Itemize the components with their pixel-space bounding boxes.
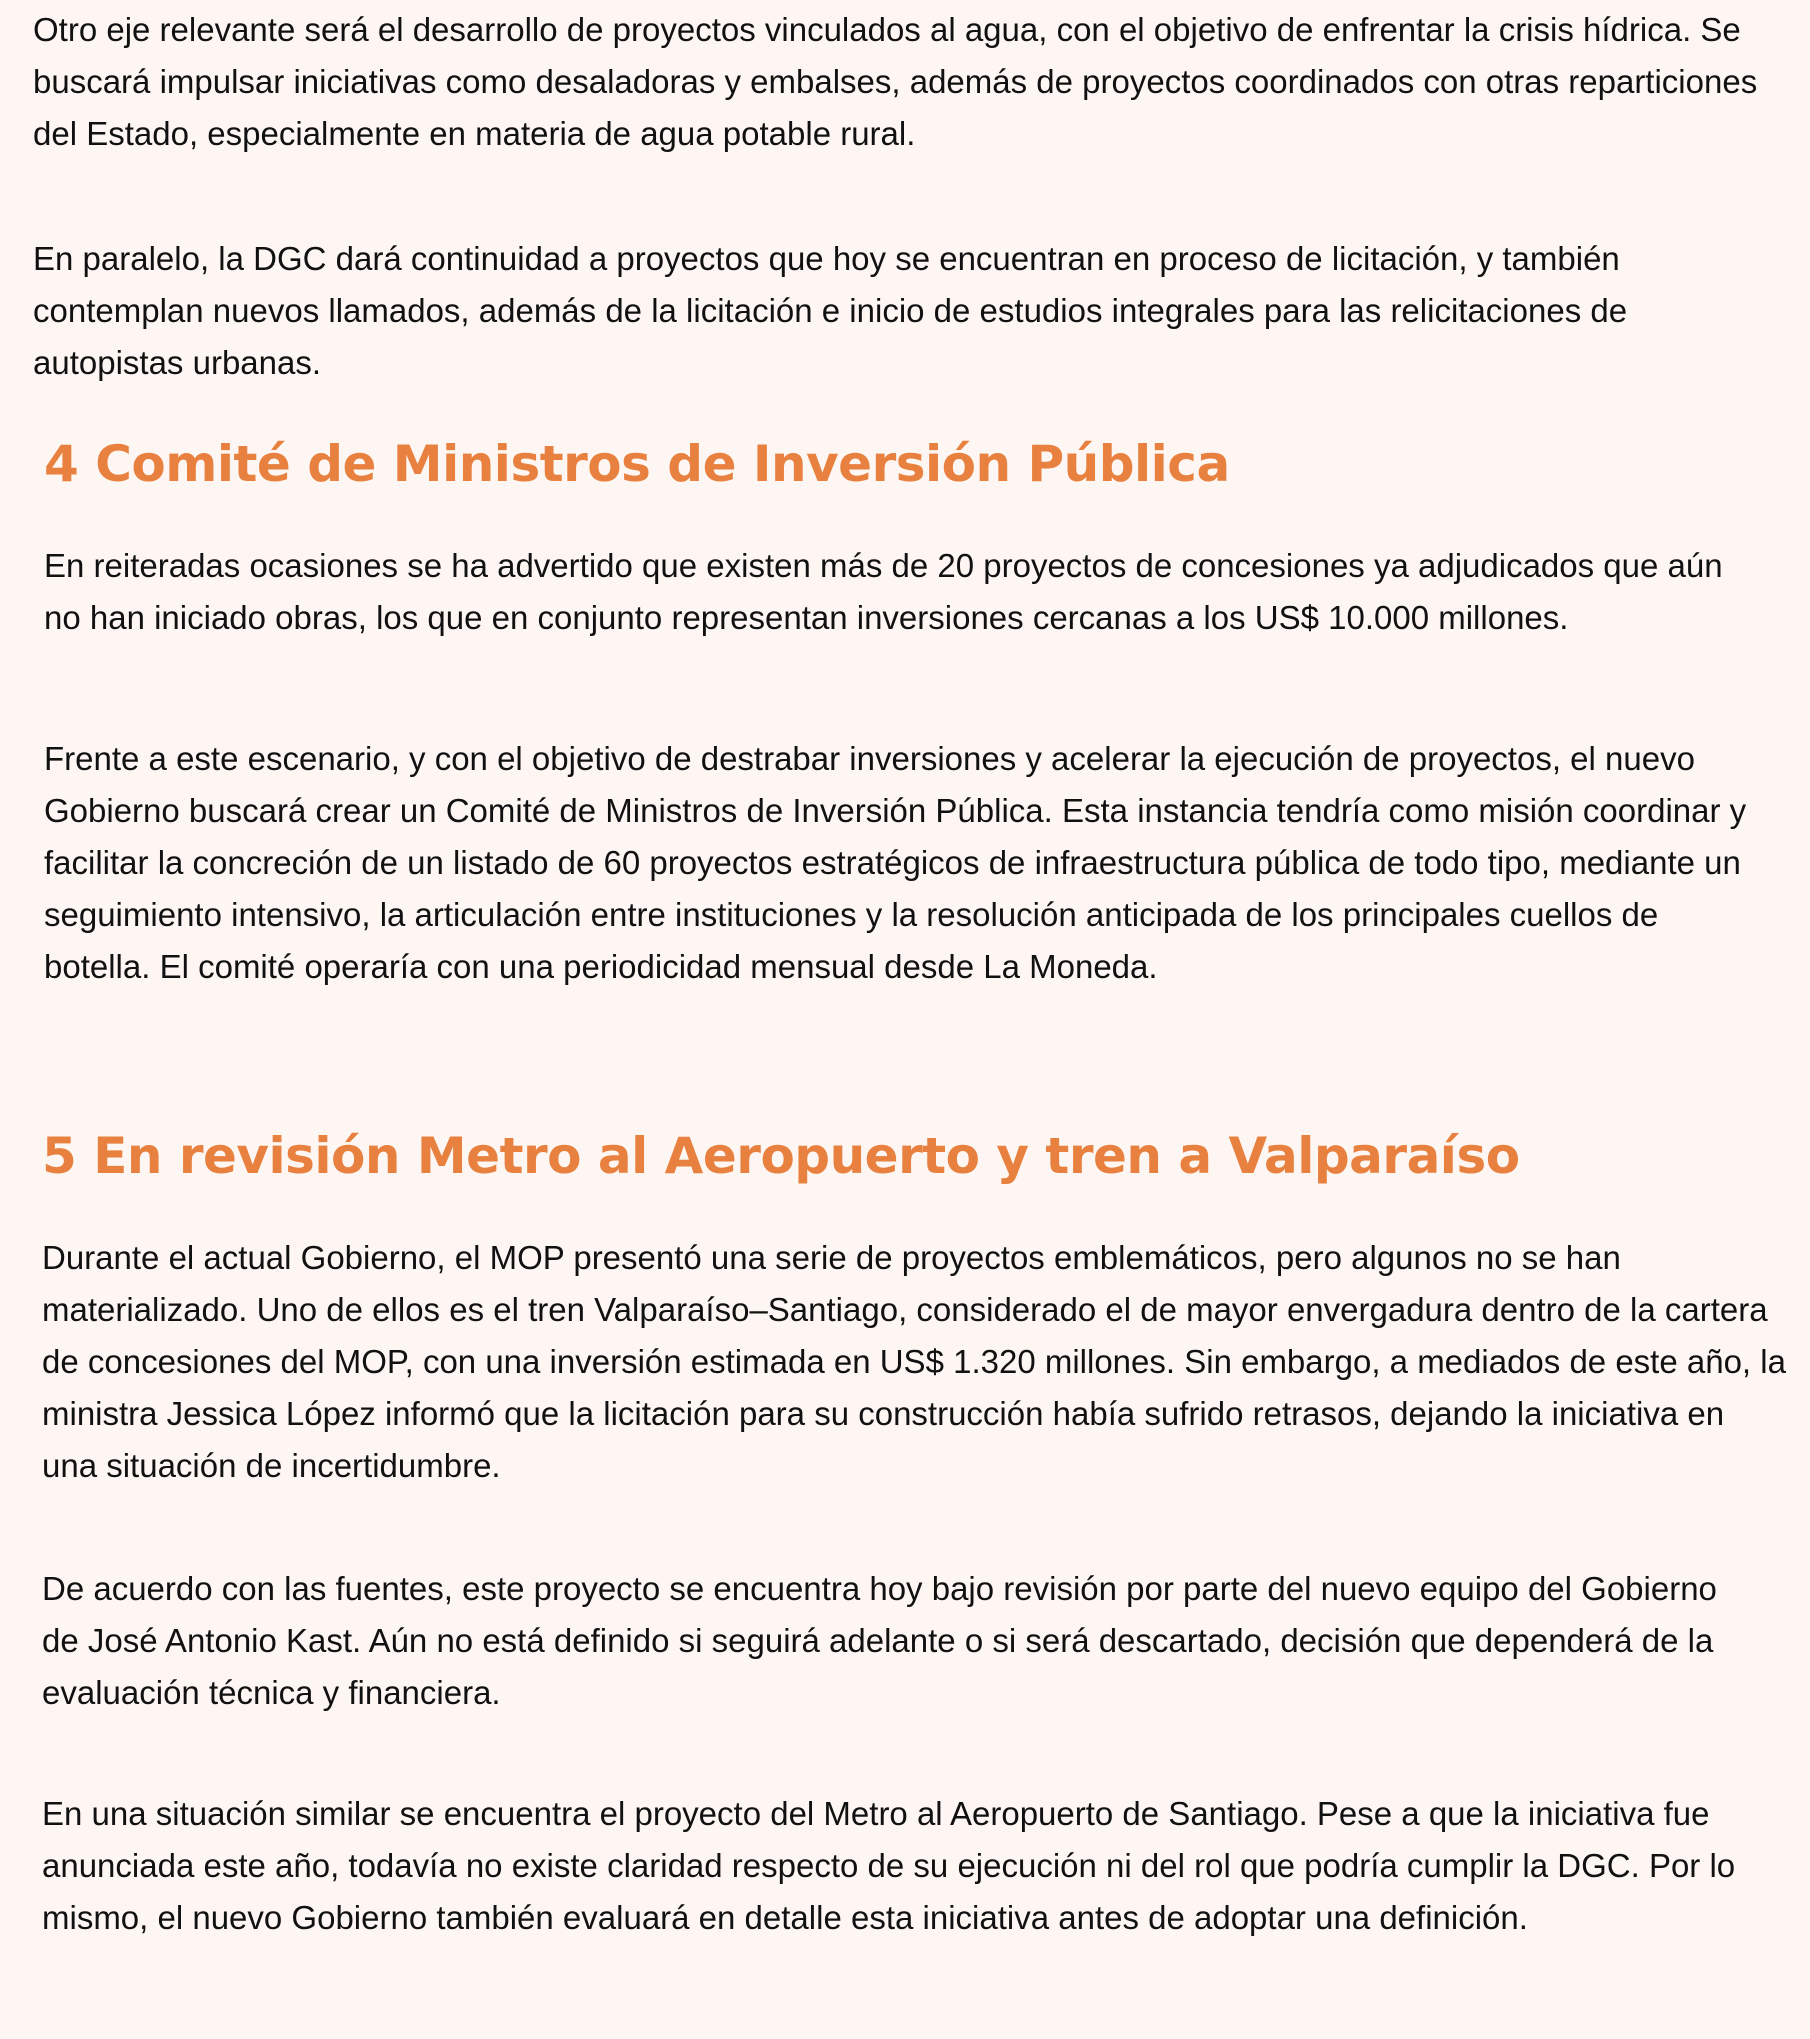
section-5-heading: 5 En revisión Metro al Aeropuerto y tren a Valparaíso bbox=[42, 1127, 1520, 1185]
section-4-paragraph-projects: En reiteradas ocasiones se ha advertido que existen más de 20 proyectos de concesiones ya adjudicados que aún no han iniciado obras, los que en conjunto representan inversiones cercanas a los US$ 10.000 millones. bbox=[44, 547, 1723, 636]
section-5-paragraph-review: De acuerdo con las fuentes, este proyecto se encuentra hoy bajo revisión por parte del nuevo equipo del Gobierno de José Antonio Kast. Aún no está definido si seguirá adelante o si será descartado, decisión que dependerá de la evaluación técnica y financiera. bbox=[42, 1570, 1717, 1711]
intro-paragraph-water: Otro eje relevante será el desarrollo de proyectos vinculados al agua, con el objetivo de enfrentar la crisis hídrica. Se buscará impulsar iniciativas como desaladoras y embalses, además de proyectos coordinados con otras reparticiones del Estado, especialmente en materia de agua potable rural. bbox=[33, 11, 1758, 152]
section-4-heading: 4 Comité de Ministros de Inversión Pública bbox=[44, 435, 1230, 493]
intro-paragraph-dgc: En paralelo, la DGC dará continuidad a proyectos que hoy se encuentran en proceso de licitación, y también contemplan nuevos llamados, además de la licitación e inicio de estudios integrales para las relicitaciones de autopistas urbanas. bbox=[33, 240, 1628, 381]
section-5-paragraph-train: Durante el actual Gobierno, el MOP presentó una serie de proyectos emblemáticos, pero algunos no se han materializado. Uno de ellos es el tren Valparaíso–Santiago, considerado el de mayor envergadura dentro de la cartera de concesiones del MOP, con una inversión estimada en US$ 1.320 millones. Sin embargo, a mediados de este año, la ministra Jessica López informó que la licitación para su construcción había sufrido retrasos, dejando la iniciativa en una situación de incertidumbre. bbox=[42, 1239, 1786, 1484]
section-5-paragraph-metro: En una situación similar se encuentra el proyecto del Metro al Aeropuerto de Santiago. Pese a que la iniciativa fue anunciada este año, todavía no existe claridad respecto de su ejecución ni del rol que podría cumplir la DGC. Por lo mismo, el nuevo Gobierno también evaluará en detalle esta iniciativa antes de adoptar una definición. bbox=[42, 1795, 1736, 1936]
section-4-paragraph-committee: Frente a este escenario, y con el objetivo de destrabar inversiones y acelerar la ejecución de proyectos, el nuevo Gobierno buscará crear un Comité de Ministros de Inversión Pública. Esta instancia tendría como misión coordinar y facilitar la concreción de un listado de 60 proyectos estratégicos de infraestructura pública de todo tipo, mediante un seguimiento intensivo, la articulación entre instituciones y la resolución anticipada de los principales cuellos de botella. El comité operaría con una periodicidad mensual desde La Moneda. bbox=[44, 740, 1747, 985]
